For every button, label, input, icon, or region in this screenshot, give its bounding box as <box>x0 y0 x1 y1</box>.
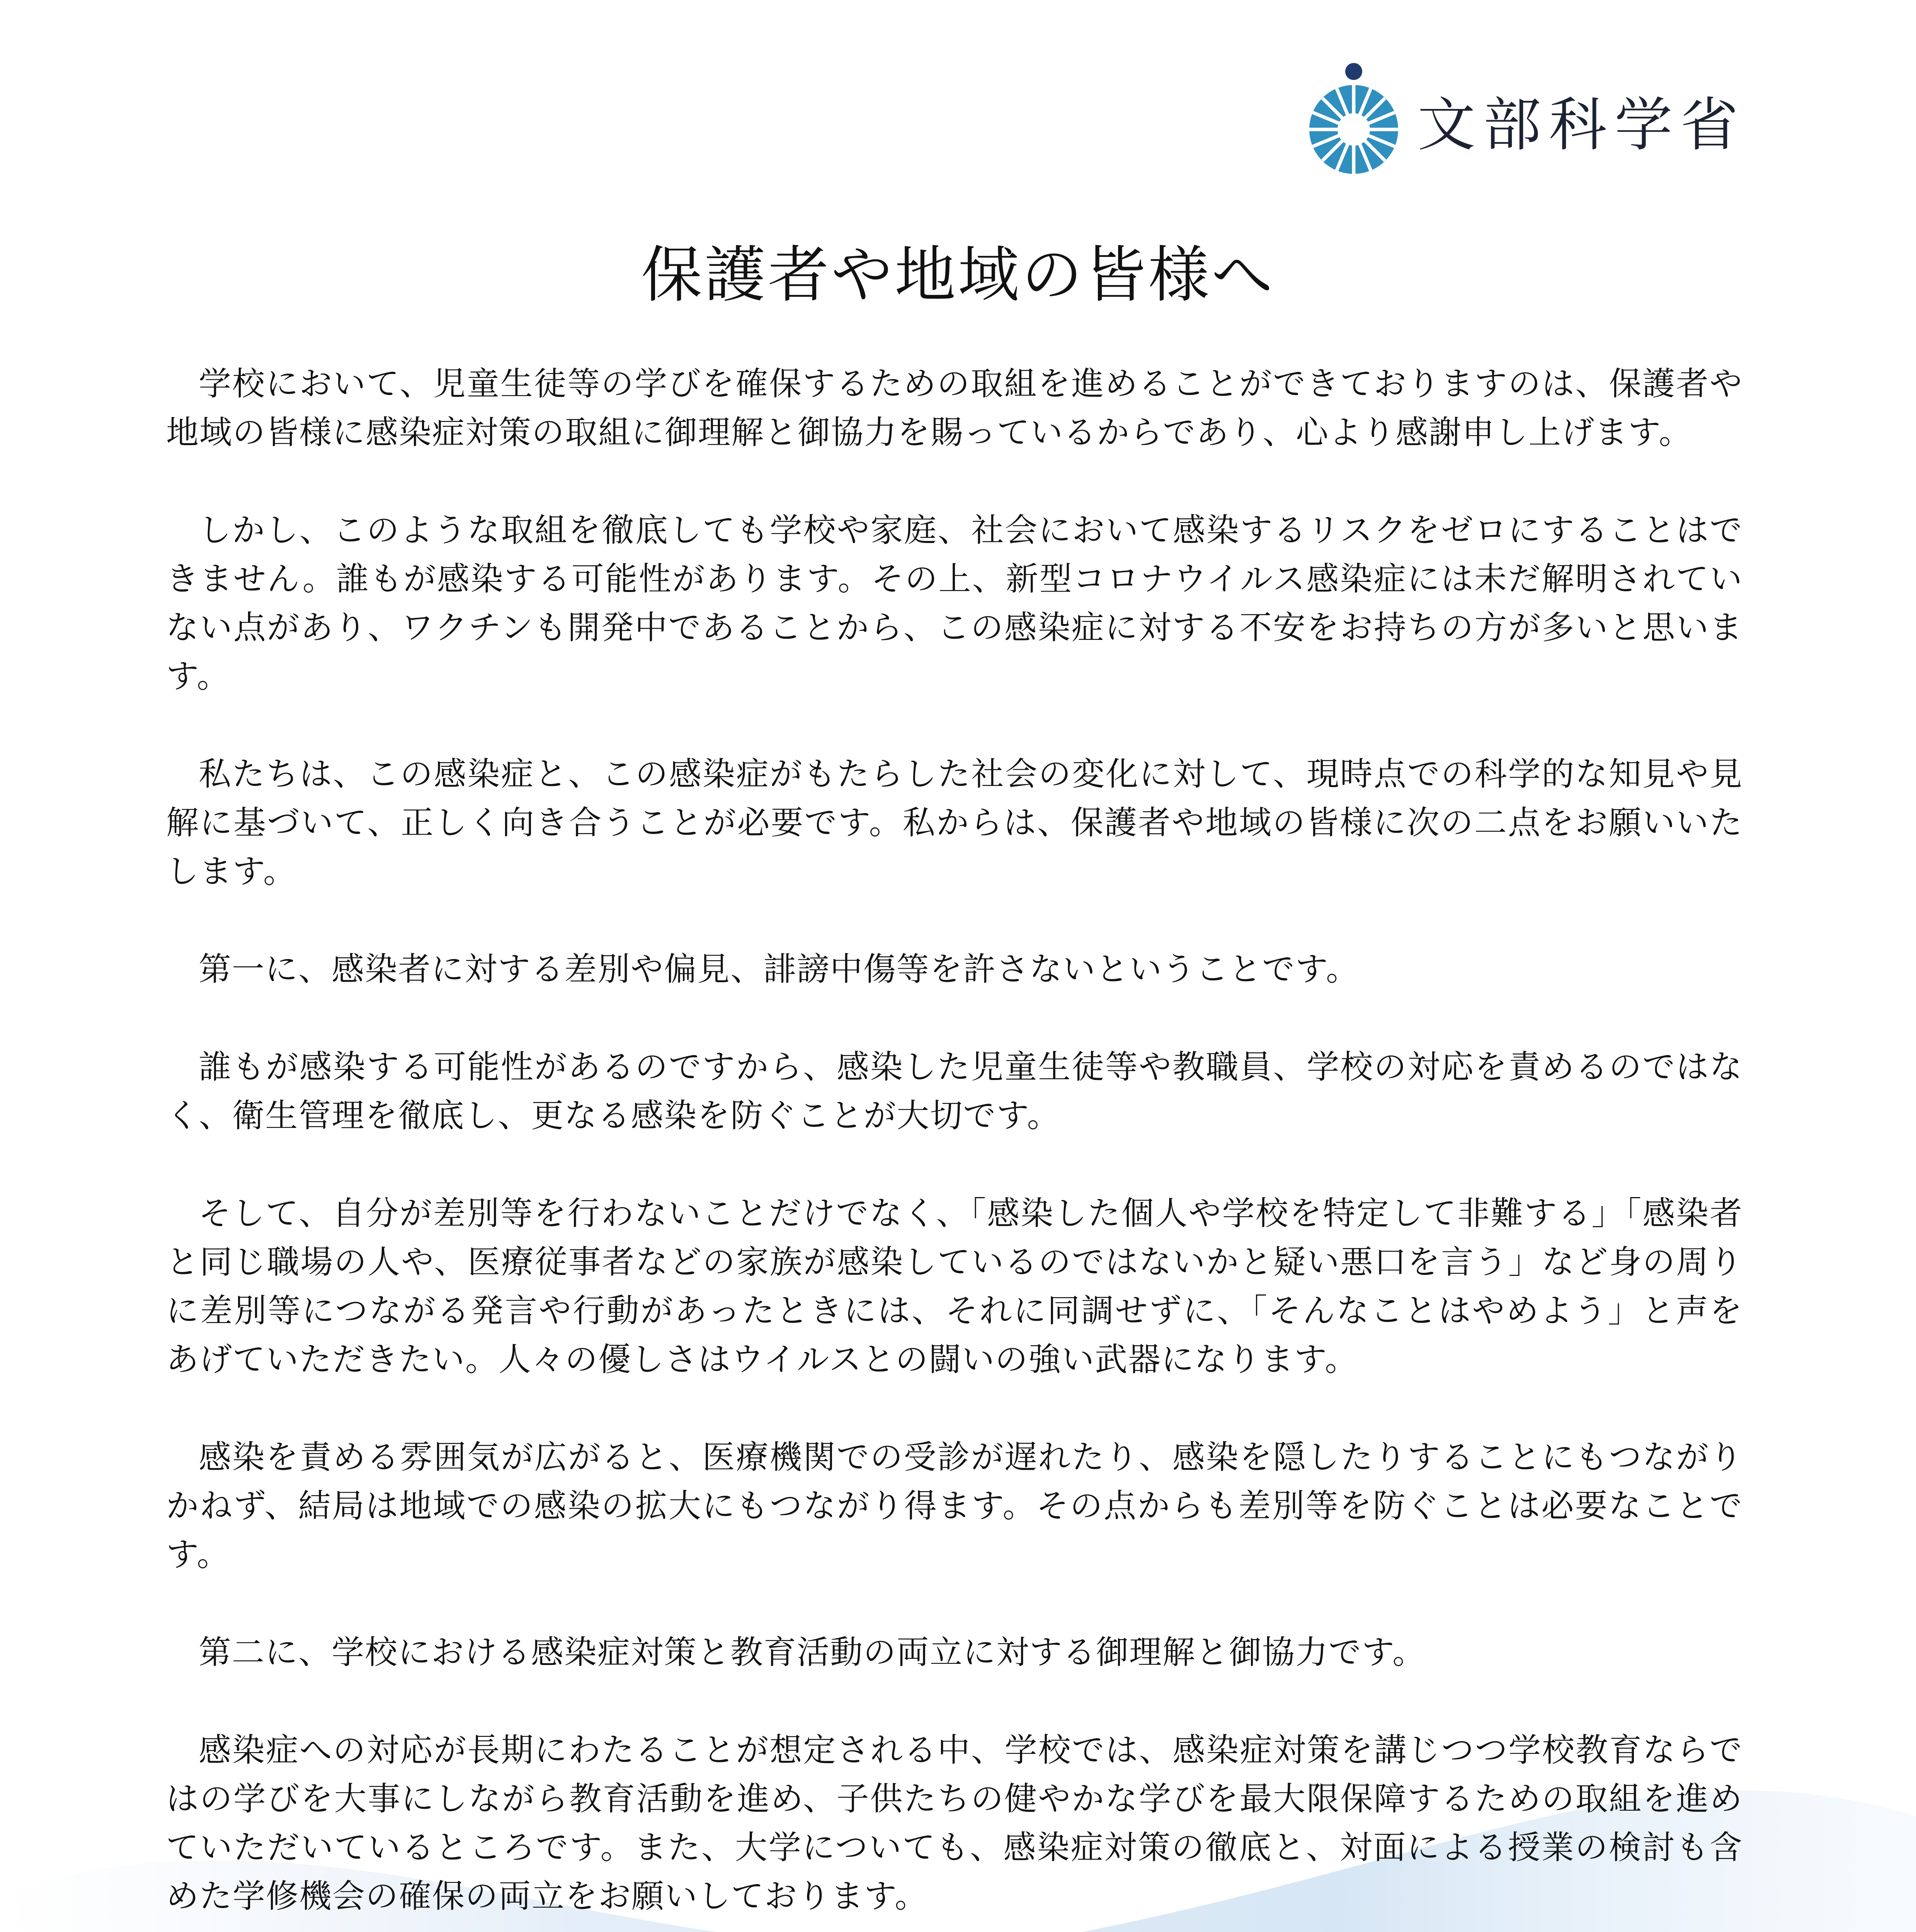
paragraph: そして、自分が差別等を行わないことだけでなく、「感染した個人や学校を特定して非難する」「感染者と同じ職場の人や、医療従事者などの家族が感染しているのではないかと疑い悪口を言う」など身の周りに差別等につながる発言や行動があったときには、それに同調せずに、「そんなことはやめよう」と声をあげていただきたい。人々の優しさはウイルスとの闘いの強い武器になります。 <box>166 1194 1743 1378</box>
paragraph: 感染症への対応が長期にわたることが想定される中、学校では、感染症対策を講じつつ学校教育ならではの学びを大事にしながら教育活動を進め、子供たちの健やかな学びを最大限保障するための取組を進めていただいているところです。また、大学についても、感染症対策の徹底と、対面による授業の検討も含めた学修機会の確保の両立をお願いしております。 <box>166 1731 1743 1915</box>
paragraph: しかし、このような取組を徹底しても学校や家庭、社会において感染するリスクをゼロにすることはできません。誰もが感染する可能性があります。その上、新型コロナウイルス感染症には未だ解明されていない点があり、ワクチンも開発中であることから、この感染症に対する不安をお持ちの方が多いと思います。 <box>166 511 1743 695</box>
ministry-logo <box>1305 62 1746 178</box>
paragraph: 第一に、感染者に対する差別や偏見、誹謗中傷等を許さないということです。 <box>199 950 1360 988</box>
paragraph: 誰もが感染する可能性があるのですから、感染した児童生徒等や教職員、学校の対応を責めるのではなく、衛生管理を徹底し、更なる感染を防ぐことが大切です。 <box>166 1048 1743 1134</box>
paragraph: 第二に、学校における感染症対策と教育活動の両立に対する御理解と御協力です。 <box>199 1633 1426 1671</box>
page-title: 保護者や地域の皆様へ <box>641 240 1275 311</box>
mext-emblem-icon <box>1305 62 1402 178</box>
paragraph: 感染を責める雰囲気が広がると、医療機関での受診が遅れたり、感染を隠したりすることにもつながりかねず、結局は地域での感染の拡大にもつながり得ます。その点からも差別等を防ぐことは必要なことです。 <box>166 1438 1743 1573</box>
paragraph: 私たちは、この感染症と、この感染症がもたらした社会の変化に対して、現時点での科学的な知見や見解に基づいて、正しく向き合うことが必要です。私からは、保護者や地域の皆様に次の二点をお願いいたします。 <box>166 755 1743 890</box>
letter-body <box>166 359 1743 1932</box>
paragraph: 学校において、児童生徒等の学びを確保するための取組を進めることができておりますのは、保護者や地域の皆様に感染症対策の取組に御理解と御協力を賜っているからであり、心より感謝申し上げます。 <box>166 365 1743 451</box>
ministry-name: 文部科学省 <box>1417 92 1746 159</box>
